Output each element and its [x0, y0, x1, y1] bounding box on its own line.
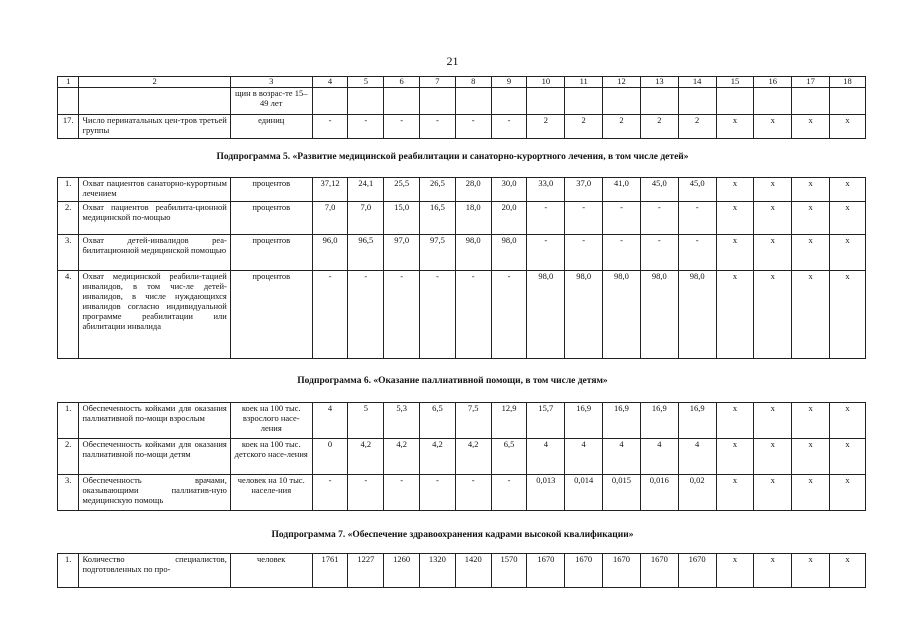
row-number-cell: 2. [58, 439, 79, 475]
column-number-cell: 9 [491, 77, 527, 88]
value-cell: x [754, 115, 792, 139]
column-number-cell: 14 [678, 77, 716, 88]
value-cell: - [420, 115, 456, 139]
value-cell: 2 [527, 115, 565, 139]
indicators-table-section6 [57, 402, 866, 511]
value-cell: 1670 [527, 554, 565, 588]
value-cell [312, 88, 348, 115]
column-number-cell: 6 [384, 77, 420, 88]
indicators-table-part1 [57, 76, 866, 139]
value-cell: x [792, 235, 830, 271]
value-cell: 37,0 [565, 178, 603, 202]
value-cell [384, 88, 420, 115]
indicator-name-cell: Обеспеченность врачами, оказывающими паллиатив-ную медицинскую помощь [79, 475, 230, 511]
value-cell: x [716, 202, 754, 235]
row-number-cell: 1. [58, 403, 79, 439]
value-cell: - [348, 475, 384, 511]
value-cell: 0,014 [565, 475, 603, 511]
value-cell: - [348, 115, 384, 139]
value-cell: 4 [678, 439, 716, 475]
column-number-cell: 16 [754, 77, 792, 88]
value-cell [455, 88, 491, 115]
value-cell [830, 88, 866, 115]
section-7-title: Подпрограмма 7. «Обеспечение здравоохранения кадрами высокой квалификации» [271, 530, 634, 540]
value-cell: 1670 [640, 554, 678, 588]
value-cell: x [792, 554, 830, 588]
value-cell: x [830, 475, 866, 511]
value-cell [527, 88, 565, 115]
value-cell: x [830, 178, 866, 202]
value-cell: 4 [565, 439, 603, 475]
value-cell: 1670 [565, 554, 603, 588]
column-number-cell: 4 [312, 77, 348, 88]
value-cell: x [754, 403, 792, 439]
value-cell: 2 [565, 115, 603, 139]
indicator-name-cell: Охват пациентов санаторно-курортным лечением [79, 178, 230, 202]
row-number-cell: 3. [58, 475, 79, 511]
column-number-cell: 1 [58, 77, 79, 88]
value-cell: 2 [678, 115, 716, 139]
value-cell: x [792, 403, 830, 439]
value-cell: x [754, 235, 792, 271]
table-row [58, 554, 866, 588]
value-cell: 25,5 [384, 178, 420, 202]
table-row [58, 178, 866, 202]
value-cell: x [716, 271, 754, 359]
value-cell: 96,5 [348, 235, 384, 271]
value-cell: 1761 [312, 554, 348, 588]
section-6-title: Подпрограмма 6. «Оказание паллиативной помощи, в том числе детям» [297, 376, 608, 386]
value-cell: 98,0 [565, 271, 603, 359]
value-cell: 2 [603, 115, 641, 139]
value-cell: 7,0 [312, 202, 348, 235]
value-cell: 1227 [348, 554, 384, 588]
value-cell: 16,9 [640, 403, 678, 439]
value-cell: 6,5 [420, 403, 456, 439]
value-cell: 1420 [455, 554, 491, 588]
table-row [58, 403, 866, 439]
value-cell: - [527, 202, 565, 235]
value-cell: - [527, 235, 565, 271]
unit-cell: коек на 100 тыс. взрослого насе-ления [230, 403, 312, 439]
value-cell: 41,0 [603, 178, 641, 202]
value-cell: x [754, 439, 792, 475]
value-cell: 30,0 [491, 178, 527, 202]
column-number-cell: 8 [455, 77, 491, 88]
value-cell: - [565, 235, 603, 271]
row-number-cell: 2. [58, 202, 79, 235]
page-number: 21 [446, 54, 459, 68]
value-cell: 4 [603, 439, 641, 475]
value-cell: - [455, 271, 491, 359]
column-number-cell: 11 [565, 77, 603, 88]
value-cell: 16,9 [565, 403, 603, 439]
unit-cell: процентов [230, 202, 312, 235]
value-cell: 0,02 [678, 475, 716, 511]
row-number-cell: 1. [58, 178, 79, 202]
value-cell: x [830, 439, 866, 475]
table-row [58, 271, 866, 359]
table-row [58, 475, 866, 511]
value-cell: 20,0 [491, 202, 527, 235]
value-cell: 1670 [603, 554, 641, 588]
value-cell [640, 88, 678, 115]
row-number-cell [58, 88, 79, 115]
value-cell: 4,2 [348, 439, 384, 475]
value-cell: - [348, 271, 384, 359]
value-cell: - [420, 271, 456, 359]
value-cell: 16,9 [678, 403, 716, 439]
value-cell: 98,0 [491, 235, 527, 271]
indicator-name-cell: Охват медицинской реабили-тацией инвалидов, в том чис-ле детей-инвалидов, в числе нуждающихся инвалидов согласно индивидуальной программе реабилитации или абилитации инвалида [79, 271, 230, 359]
value-cell: x [792, 475, 830, 511]
value-cell: 18,0 [455, 202, 491, 235]
column-number-cell: 3 [230, 77, 312, 88]
column-number-cell: 15 [716, 77, 754, 88]
column-number-cell: 12 [603, 77, 641, 88]
value-cell: 0 [312, 439, 348, 475]
value-cell: 98,0 [527, 271, 565, 359]
value-cell: 45,0 [678, 178, 716, 202]
unit-cell: человек на 10 тыс. населе-ния [230, 475, 312, 511]
value-cell: - [312, 271, 348, 359]
value-cell [716, 88, 754, 115]
indicators-table-section5 [57, 177, 866, 359]
value-cell: 98,0 [678, 271, 716, 359]
value-cell [754, 88, 792, 115]
value-cell [792, 88, 830, 115]
value-cell: - [603, 202, 641, 235]
value-cell: x [754, 202, 792, 235]
section-5-title: Подпрограмма 5. «Развитие медицинской реабилитации и санаторно-курортного лечения, в том числе детей» [216, 152, 689, 162]
value-cell: x [716, 439, 754, 475]
indicator-name-cell: Число перинатальных цен-тров третьей группы [79, 115, 230, 139]
table-row [58, 439, 866, 475]
value-cell: 4 [312, 403, 348, 439]
value-cell: - [678, 202, 716, 235]
value-cell: x [754, 475, 792, 511]
value-cell: 26,5 [420, 178, 456, 202]
value-cell: 1320 [420, 554, 456, 588]
value-cell: 4,2 [420, 439, 456, 475]
table-row [58, 202, 866, 235]
value-cell: - [565, 202, 603, 235]
value-cell: x [830, 554, 866, 588]
column-number-cell: 10 [527, 77, 565, 88]
value-cell [491, 88, 527, 115]
indicators-table-section7 [57, 553, 866, 588]
value-cell: x [754, 554, 792, 588]
table-row [58, 235, 866, 271]
value-cell: - [640, 235, 678, 271]
indicator-name-cell: Охват детей-инвалидов реа-билитационной медицинской помощью [79, 235, 230, 271]
indicator-name-cell: Количество специалистов, подготовленных по про- [79, 554, 230, 588]
value-cell: x [792, 115, 830, 139]
row-number-cell: 4. [58, 271, 79, 359]
value-cell [678, 88, 716, 115]
value-cell: - [491, 271, 527, 359]
value-cell: - [384, 271, 420, 359]
value-cell: - [384, 115, 420, 139]
value-cell: 96,0 [312, 235, 348, 271]
value-cell: x [716, 403, 754, 439]
indicator-name-cell: Обеспеченность койками для оказания паллиативной по-мощи взрослым [79, 403, 230, 439]
value-cell: x [830, 403, 866, 439]
value-cell: 37,12 [312, 178, 348, 202]
value-cell: x [716, 554, 754, 588]
value-cell: 28,0 [455, 178, 491, 202]
value-cell: x [716, 115, 754, 139]
value-cell: 16,9 [603, 403, 641, 439]
value-cell: x [830, 115, 866, 139]
value-cell: 0,015 [603, 475, 641, 511]
indicator-name-cell [79, 88, 230, 115]
value-cell [420, 88, 456, 115]
column-number-cell: 2 [79, 77, 230, 88]
value-cell: - [603, 235, 641, 271]
unit-cell: щин в возрас-те 15–49 лет [230, 88, 312, 115]
value-cell: x [792, 178, 830, 202]
value-cell: x [716, 178, 754, 202]
indicator-name-cell: Обеспеченность койками для оказания паллиативной по-мощи детям [79, 439, 230, 475]
value-cell: 1670 [678, 554, 716, 588]
value-cell: 1570 [491, 554, 527, 588]
value-cell: 0,013 [527, 475, 565, 511]
value-cell [565, 88, 603, 115]
value-cell: 4 [527, 439, 565, 475]
value-cell: 45,0 [640, 178, 678, 202]
row-number-cell: 3. [58, 235, 79, 271]
value-cell: - [455, 475, 491, 511]
value-cell: 33,0 [527, 178, 565, 202]
unit-cell: процентов [230, 178, 312, 202]
value-cell: - [491, 475, 527, 511]
column-number-cell: 18 [830, 77, 866, 88]
value-cell: - [678, 235, 716, 271]
value-cell: x [792, 439, 830, 475]
value-cell: 15,7 [527, 403, 565, 439]
unit-cell: человек [230, 554, 312, 588]
unit-cell: процентов [230, 235, 312, 271]
value-cell: 4 [640, 439, 678, 475]
table-row [58, 88, 866, 115]
value-cell: - [312, 475, 348, 511]
value-cell: 5,3 [384, 403, 420, 439]
value-cell: x [754, 271, 792, 359]
value-cell: x [830, 235, 866, 271]
unit-cell: процентов [230, 271, 312, 359]
value-cell: x [754, 178, 792, 202]
value-cell: 98,0 [640, 271, 678, 359]
unit-cell: коек на 100 тыс. детского насе-ления [230, 439, 312, 475]
value-cell [348, 88, 384, 115]
value-cell: 12,9 [491, 403, 527, 439]
value-cell: 2 [640, 115, 678, 139]
column-number-cell: 13 [640, 77, 678, 88]
value-cell: 97,5 [420, 235, 456, 271]
value-cell: x [792, 202, 830, 235]
column-number-header-row [58, 77, 866, 88]
value-cell: 7,5 [455, 403, 491, 439]
value-cell: 4,2 [384, 439, 420, 475]
value-cell: 4,2 [455, 439, 491, 475]
value-cell: 24,1 [348, 178, 384, 202]
value-cell: 0,016 [640, 475, 678, 511]
value-cell: - [455, 115, 491, 139]
table-row [58, 115, 866, 139]
value-cell: 5 [348, 403, 384, 439]
row-number-cell: 1. [58, 554, 79, 588]
value-cell: 7,0 [348, 202, 384, 235]
value-cell: 98,0 [455, 235, 491, 271]
column-number-cell: 7 [420, 77, 456, 88]
value-cell: 98,0 [603, 271, 641, 359]
value-cell: 1260 [384, 554, 420, 588]
value-cell: x [830, 271, 866, 359]
value-cell: - [312, 115, 348, 139]
value-cell: - [384, 475, 420, 511]
value-cell: 6,5 [491, 439, 527, 475]
column-number-cell: 5 [348, 77, 384, 88]
row-number-cell: 17. [58, 115, 79, 139]
value-cell: - [640, 202, 678, 235]
value-cell [603, 88, 641, 115]
value-cell: 15,0 [384, 202, 420, 235]
column-number-cell: 17 [792, 77, 830, 88]
value-cell: x [792, 271, 830, 359]
unit-cell: единиц [230, 115, 312, 139]
value-cell: - [420, 475, 456, 511]
value-cell: - [491, 115, 527, 139]
indicator-name-cell: Охват пациентов реабилита-ционной медицинской по-мощью [79, 202, 230, 235]
value-cell: 97,0 [384, 235, 420, 271]
value-cell: x [830, 202, 866, 235]
value-cell: 16,5 [420, 202, 456, 235]
value-cell: x [716, 475, 754, 511]
value-cell: x [716, 235, 754, 271]
